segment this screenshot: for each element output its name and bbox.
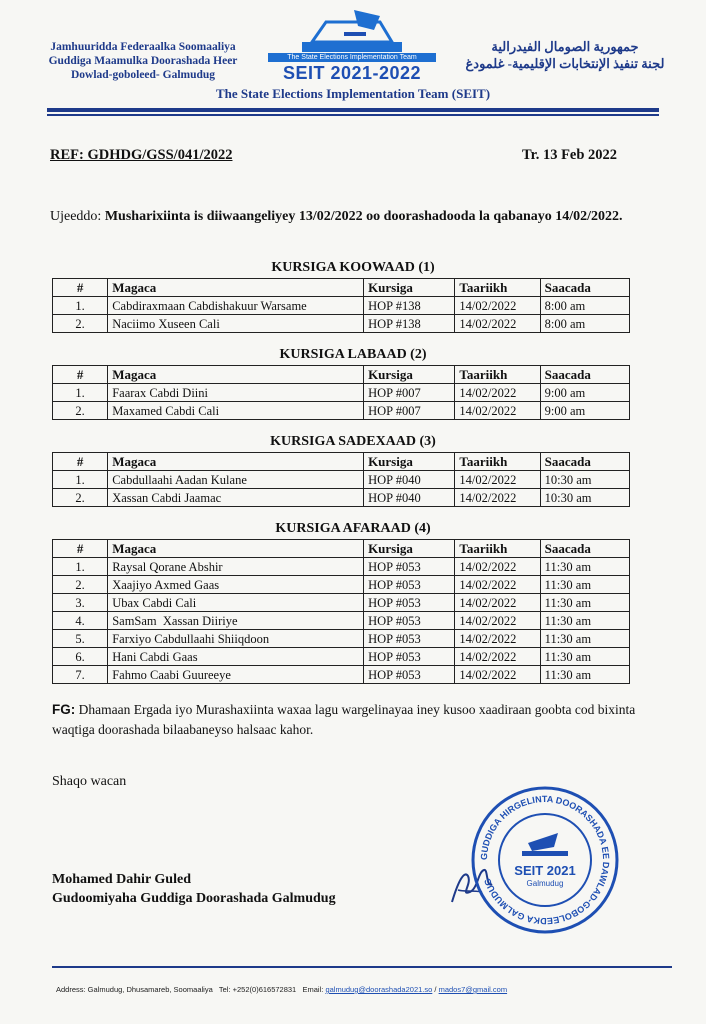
table-header-row — [53, 453, 630, 471]
footer-email-primary[interactable]: galmudug@doorashada2021.so — [325, 985, 433, 994]
cell-seat: HOP #040 — [364, 471, 455, 489]
cell-seat: HOP #053 — [364, 594, 455, 612]
section-title: KURSIGA SADEXAAD (3) — [270, 434, 436, 449]
cell-date: 14/02/2022 — [455, 315, 540, 333]
cell-name: Farxiyo Cabdullaahi Shiiqdoon — [108, 630, 364, 648]
col-header-seat: Kursiga — [364, 540, 455, 558]
col-header-time: Saacada — [540, 279, 629, 297]
col-header-name: Magaca — [108, 540, 364, 558]
cell-date: 14/02/2022 — [455, 648, 540, 666]
cell-num: 1. — [53, 297, 108, 315]
header-org-arabic — [440, 38, 690, 72]
cell-num: 7. — [53, 666, 108, 684]
cell-name: Raysal Qorane Abshir — [108, 558, 364, 576]
cell-num: 1. — [53, 558, 108, 576]
header-left-line: Jamhuuridda Federaalka Soomaaliya — [50, 41, 236, 53]
header-org-somali — [18, 40, 268, 82]
cell-num: 2. — [53, 315, 108, 333]
col-header-date: Taariikh — [455, 366, 540, 384]
col-header-date: Taariikh — [455, 453, 540, 471]
cell-num: 6. — [53, 648, 108, 666]
stamp-title: SEIT 2021 — [514, 863, 576, 878]
cell-num: 5. — [53, 630, 108, 648]
footer-email-sep: / — [434, 985, 437, 994]
col-header-seat: Kursiga — [364, 279, 455, 297]
cell-num: 1. — [53, 471, 108, 489]
col-header-time: Saacada — [540, 540, 629, 558]
cell-seat: HOP #053 — [364, 576, 455, 594]
section-title: KURSIGA LABAAD (2) — [279, 347, 427, 362]
cell-time: 11:30 am — [540, 594, 629, 612]
cell-name: Maxamed Cabdi Cali — [108, 402, 364, 420]
signatory-title: Gudoomiyaha Guddiga Doorashada Galmudug — [52, 891, 336, 906]
table-row — [53, 576, 630, 594]
note-paragraph — [52, 700, 662, 740]
header-right-line: جمهورية الصومال الفيدرالية — [491, 39, 639, 54]
col-header-seat: Kursiga — [364, 366, 455, 384]
footer-divider — [52, 966, 672, 968]
cell-seat: HOP #053 — [364, 630, 455, 648]
cell-seat: HOP #007 — [364, 402, 455, 420]
cell-name: Naciimo Xuseen Cali — [108, 315, 364, 333]
cell-name: Fahmo Caabi Guureeye — [108, 666, 364, 684]
cell-date: 14/02/2022 — [455, 612, 540, 630]
table-row — [53, 558, 630, 576]
table-header-row — [53, 366, 630, 384]
table-row — [53, 384, 630, 402]
cell-date: 14/02/2022 — [455, 489, 540, 507]
header-divider — [47, 108, 659, 112]
cell-num: 2. — [53, 402, 108, 420]
cell-seat: HOP #053 — [364, 666, 455, 684]
cell-name: Ubax Cabdi Cali — [108, 594, 364, 612]
cell-time: 8:00 am — [540, 315, 629, 333]
candidates-table — [52, 452, 630, 507]
footer-email-secondary[interactable]: mados7@gmail.com — [438, 985, 508, 994]
subject-label: Ujeeddo: — [50, 209, 102, 224]
subject-line — [50, 207, 660, 227]
col-header-num: # — [53, 366, 108, 384]
cell-time: 11:30 am — [540, 558, 629, 576]
cell-name: Hani Cabdi Gaas — [108, 648, 364, 666]
cell-time: 9:00 am — [540, 402, 629, 420]
cell-name: Cabdullaahi Aadan Kulane — [108, 471, 364, 489]
table-row — [53, 594, 630, 612]
section-title: KURSIGA AFARAAD (4) — [275, 521, 431, 536]
cell-time: 10:30 am — [540, 489, 629, 507]
seit-logo — [262, 8, 442, 88]
cell-date: 14/02/2022 — [455, 666, 540, 684]
cell-date: 14/02/2022 — [455, 594, 540, 612]
subject-text: Musharixiinta is diiwaangeliyey 13/02/2022 oo doorashadooda la qabanayo 14/02/2022. — [104, 209, 623, 224]
cell-seat: HOP #007 — [364, 384, 455, 402]
ballot-box-icon — [262, 8, 442, 56]
closing-remark: Shaqo wacan — [52, 774, 127, 789]
col-header-name: Magaca — [108, 279, 364, 297]
table-row — [53, 297, 630, 315]
cell-time: 11:30 am — [540, 612, 629, 630]
cell-date: 14/02/2022 — [455, 558, 540, 576]
team-name: The State Elections Implementation Team (SEIT) — [215, 86, 491, 101]
cell-name: Faarax Cabdi Diini — [108, 384, 364, 402]
table-row — [53, 402, 630, 420]
header-left-line: Dowlad-goboleed- Galmudug — [70, 69, 216, 81]
table-row — [53, 648, 630, 666]
cell-time: 10:30 am — [540, 471, 629, 489]
cell-num: 4. — [53, 612, 108, 630]
cell-seat: HOP #053 — [364, 558, 455, 576]
col-header-date: Taariikh — [455, 540, 540, 558]
candidates-table — [52, 539, 630, 684]
logo-banner: The State Elections Implementation Team — [268, 53, 436, 62]
stamp-subtitle: Galmudug — [526, 879, 564, 888]
cell-seat: HOP #138 — [364, 315, 455, 333]
cell-seat: HOP #053 — [364, 612, 455, 630]
note-text: Dhamaan Ergada iyo Murashaxiinta waxaa lagu wargelinayaa iney kusoo xaadiraan goobta cod bixinta waqtiga doorashada bilaabaneyso halsaac kahor. — [52, 702, 636, 737]
col-header-num: # — [53, 540, 108, 558]
cell-name: Xassan Cabdi Jaamac — [108, 489, 364, 507]
table-row — [53, 471, 630, 489]
col-header-name: Magaca — [108, 453, 364, 471]
cell-num: 1. — [53, 384, 108, 402]
cell-date: 14/02/2022 — [455, 384, 540, 402]
table-header-row — [53, 279, 630, 297]
header-right-line: لجنة تنفيذ الإنتخابات الإقليمية- غلمودغ — [465, 56, 665, 71]
table-row — [53, 489, 630, 507]
footer-email-label: Email: — [302, 985, 324, 994]
cell-seat: HOP #040 — [364, 489, 455, 507]
cell-name: Xaajiyo Axmed Gaas — [108, 576, 364, 594]
cell-num: 2. — [53, 489, 108, 507]
cell-time: 11:30 am — [540, 576, 629, 594]
table-header-row — [53, 540, 630, 558]
cell-time: 8:00 am — [540, 297, 629, 315]
cell-time: 11:30 am — [540, 648, 629, 666]
col-header-time: Saacada — [540, 453, 629, 471]
table-row — [53, 612, 630, 630]
col-header-date: Taariikh — [455, 279, 540, 297]
col-header-num: # — [53, 279, 108, 297]
cell-seat: HOP #138 — [364, 297, 455, 315]
cell-seat: HOP #053 — [364, 648, 455, 666]
signatory-name: Mohamed Dahir Guled — [52, 872, 191, 887]
cell-name: SamSam Xassan Diiriye — [108, 612, 364, 630]
cell-time: 9:00 am — [540, 384, 629, 402]
cell-num: 2. — [53, 576, 108, 594]
table-row — [53, 666, 630, 684]
note-label: FG: — [52, 702, 76, 717]
table-row — [53, 630, 630, 648]
footer-contact — [56, 985, 507, 994]
cell-date: 14/02/2022 — [455, 576, 540, 594]
cell-date: 14/02/2022 — [455, 297, 540, 315]
official-stamp — [470, 785, 620, 935]
cell-date: 14/02/2022 — [455, 630, 540, 648]
footer-tel: Tel: +252(0)616572831 — [218, 985, 297, 994]
cell-name: Cabdiraxmaan Cabdishakuur Warsame — [108, 297, 364, 315]
stamp-outer-text: GUDDIGA HIRGELINTA DOORASHADA EE DAWLAD-GOBOLEEDKA GALMUDUG — [478, 793, 612, 927]
cell-date: 14/02/2022 — [455, 402, 540, 420]
signatory-block — [52, 870, 336, 908]
col-header-name: Magaca — [108, 366, 364, 384]
letter-date: Tr. 13 Feb 2022 — [522, 147, 618, 163]
candidates-table — [52, 278, 630, 333]
reference-number: REF: GDHDG/GSS/041/2022 — [50, 147, 233, 163]
cell-date: 14/02/2022 — [455, 471, 540, 489]
candidates-table — [52, 365, 630, 420]
cell-time: 11:30 am — [540, 666, 629, 684]
col-header-num: # — [53, 453, 108, 471]
logo-title: SEIT 2021-2022 — [282, 63, 422, 83]
cell-num: 3. — [53, 594, 108, 612]
header-divider-thin — [47, 114, 659, 116]
col-header-seat: Kursiga — [364, 453, 455, 471]
col-header-time: Saacada — [540, 366, 629, 384]
header-left-line: Guddiga Maamulka Doorashada Heer — [48, 55, 238, 67]
footer-address: Address: Galmudug, Dhusamareb, Soomaaliya — [56, 985, 213, 994]
section-title: KURSIGA KOOWAAD (1) — [271, 260, 435, 275]
table-row — [53, 315, 630, 333]
cell-time: 11:30 am — [540, 630, 629, 648]
